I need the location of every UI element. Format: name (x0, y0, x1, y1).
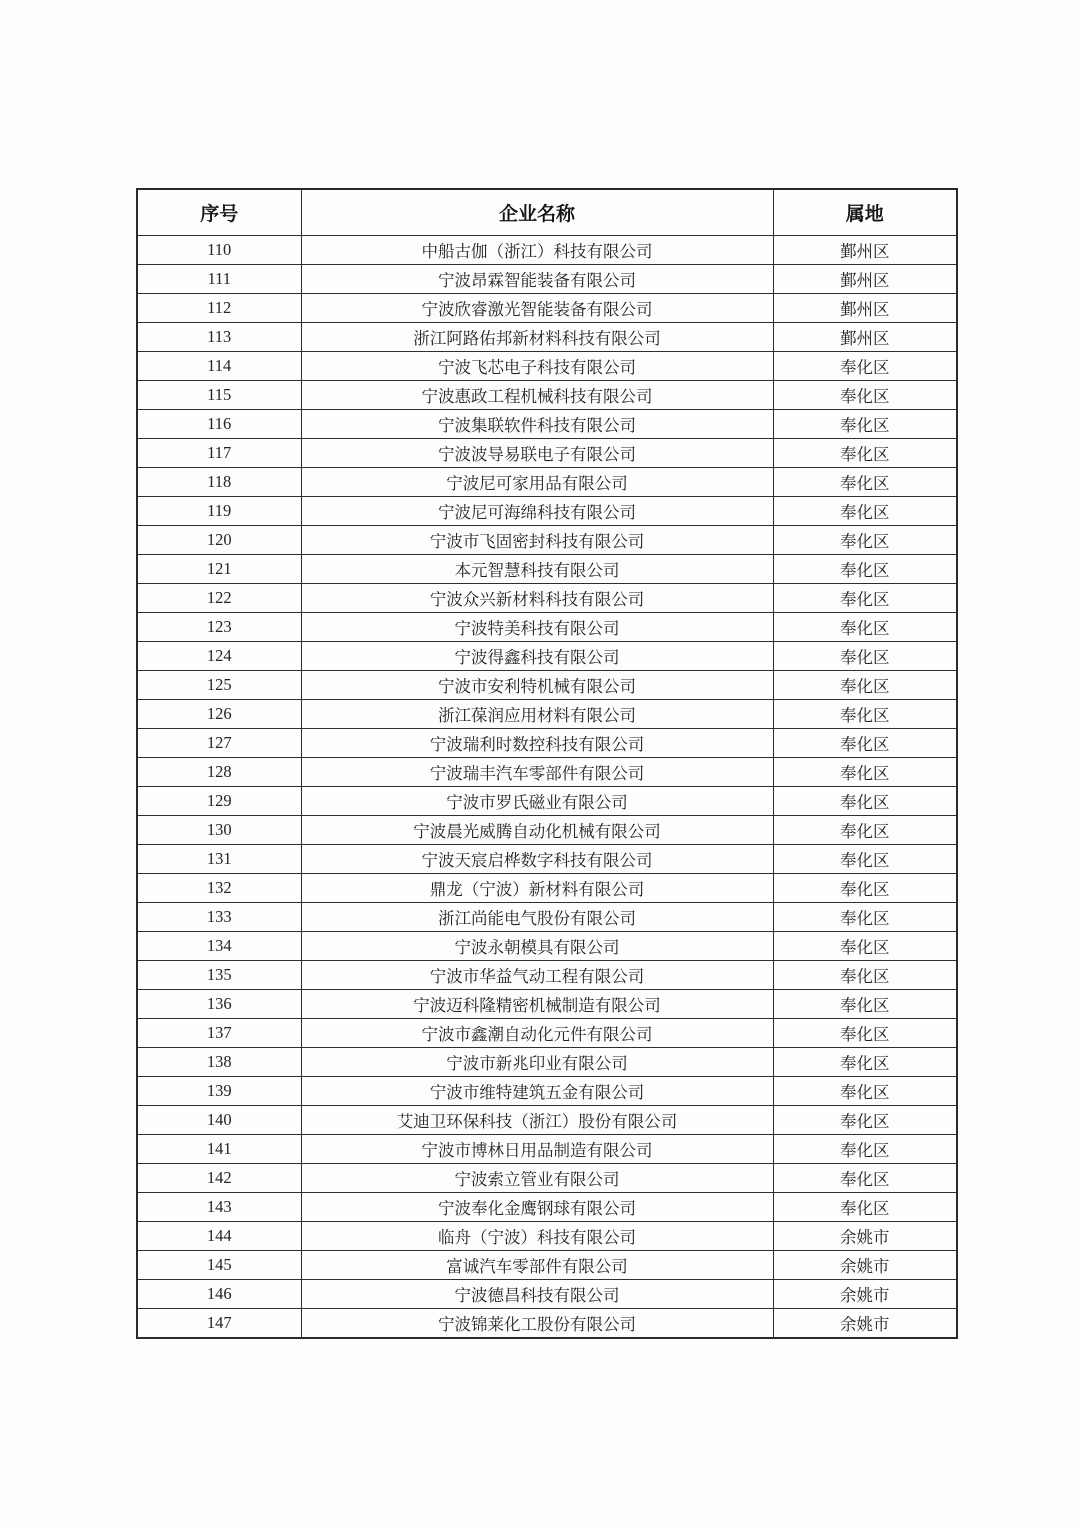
company-name-cell: 宁波天宸启桦数字科技有限公司 (301, 845, 773, 874)
table-row (137, 729, 957, 758)
serial-cell: 133 (137, 903, 301, 932)
table-row (137, 1077, 957, 1106)
serial-cell: 140 (137, 1106, 301, 1135)
serial-cell: 126 (137, 700, 301, 729)
table-row (137, 352, 957, 381)
company-table (136, 188, 958, 1339)
district-cell: 奉化区 (773, 990, 957, 1019)
serial-cell: 132 (137, 874, 301, 903)
serial-cell: 141 (137, 1135, 301, 1164)
company-name-cell: 宁波得鑫科技有限公司 (301, 642, 773, 671)
company-name-cell: 宁波德昌科技有限公司 (301, 1280, 773, 1309)
table-row (137, 497, 957, 526)
company-name-cell: 宁波飞芯电子科技有限公司 (301, 352, 773, 381)
district-cell: 奉化区 (773, 584, 957, 613)
district-cell: 奉化区 (773, 903, 957, 932)
column-header-company: 企业名称 (301, 189, 773, 236)
company-name-cell: 宁波集联软件科技有限公司 (301, 410, 773, 439)
district-cell: 奉化区 (773, 758, 957, 787)
company-name-cell: 宁波市飞固密封科技有限公司 (301, 526, 773, 555)
company-name-cell: 艾迪卫环保科技（浙江）股份有限公司 (301, 1106, 773, 1135)
table-row (137, 1309, 957, 1339)
district-cell: 奉化区 (773, 1106, 957, 1135)
district-cell: 奉化区 (773, 555, 957, 584)
serial-cell: 115 (137, 381, 301, 410)
table-row (137, 236, 957, 265)
table-row (137, 758, 957, 787)
serial-cell: 113 (137, 323, 301, 352)
table-row (137, 1164, 957, 1193)
table-row (137, 787, 957, 816)
serial-cell: 147 (137, 1309, 301, 1339)
table-row (137, 584, 957, 613)
district-cell: 奉化区 (773, 961, 957, 990)
district-cell: 鄞州区 (773, 323, 957, 352)
serial-cell: 145 (137, 1251, 301, 1280)
district-cell: 奉化区 (773, 787, 957, 816)
serial-cell: 117 (137, 439, 301, 468)
table-row (137, 265, 957, 294)
district-cell: 余姚市 (773, 1309, 957, 1339)
table-row (137, 932, 957, 961)
serial-cell: 127 (137, 729, 301, 758)
district-cell: 奉化区 (773, 642, 957, 671)
table-row (137, 700, 957, 729)
district-cell: 奉化区 (773, 381, 957, 410)
serial-cell: 120 (137, 526, 301, 555)
serial-cell: 129 (137, 787, 301, 816)
district-cell: 余姚市 (773, 1280, 957, 1309)
table-row (137, 990, 957, 1019)
district-cell: 余姚市 (773, 1251, 957, 1280)
column-header-serial: 序号 (137, 189, 301, 236)
company-name-cell: 宁波奉化金鹰钢球有限公司 (301, 1193, 773, 1222)
serial-cell: 128 (137, 758, 301, 787)
table-row (137, 439, 957, 468)
district-cell: 奉化区 (773, 816, 957, 845)
district-cell: 奉化区 (773, 1135, 957, 1164)
company-name-cell: 浙江葆润应用材料有限公司 (301, 700, 773, 729)
serial-cell: 137 (137, 1019, 301, 1048)
district-cell: 奉化区 (773, 497, 957, 526)
table-row (137, 671, 957, 700)
company-name-cell: 宁波尼可家用品有限公司 (301, 468, 773, 497)
company-name-cell: 宁波欣睿激光智能装备有限公司 (301, 294, 773, 323)
district-cell: 奉化区 (773, 613, 957, 642)
table-row (137, 294, 957, 323)
table-row (137, 1019, 957, 1048)
table-row (137, 323, 957, 352)
serial-cell: 116 (137, 410, 301, 439)
district-cell: 鄞州区 (773, 236, 957, 265)
table-row (137, 1106, 957, 1135)
table-row (137, 410, 957, 439)
district-cell: 奉化区 (773, 410, 957, 439)
serial-cell: 122 (137, 584, 301, 613)
company-name-cell: 宁波市华益气动工程有限公司 (301, 961, 773, 990)
serial-cell: 131 (137, 845, 301, 874)
company-name-cell: 宁波瑞丰汽车零部件有限公司 (301, 758, 773, 787)
company-name-cell: 中船古伽（浙江）科技有限公司 (301, 236, 773, 265)
district-cell: 奉化区 (773, 700, 957, 729)
company-name-cell: 宁波锦莱化工股份有限公司 (301, 1309, 773, 1339)
company-name-cell: 宁波市鑫潮自动化元件有限公司 (301, 1019, 773, 1048)
district-cell: 奉化区 (773, 439, 957, 468)
district-cell: 奉化区 (773, 526, 957, 555)
company-name-cell: 本元智慧科技有限公司 (301, 555, 773, 584)
serial-cell: 138 (137, 1048, 301, 1077)
company-name-cell: 富诚汽车零部件有限公司 (301, 1251, 773, 1280)
district-cell: 奉化区 (773, 671, 957, 700)
table-body (137, 236, 957, 1339)
district-cell: 鄞州区 (773, 265, 957, 294)
district-cell: 奉化区 (773, 1193, 957, 1222)
district-cell: 奉化区 (773, 729, 957, 758)
table-row (137, 555, 957, 584)
serial-cell: 146 (137, 1280, 301, 1309)
serial-cell: 125 (137, 671, 301, 700)
serial-cell: 111 (137, 265, 301, 294)
district-cell: 奉化区 (773, 1019, 957, 1048)
table-row (137, 468, 957, 497)
table-row (137, 903, 957, 932)
column-header-district: 属地 (773, 189, 957, 236)
company-name-cell: 宁波晨光威腾自动化机械有限公司 (301, 816, 773, 845)
table-row (137, 961, 957, 990)
district-cell: 奉化区 (773, 845, 957, 874)
company-name-cell: 宁波瑞利时数控科技有限公司 (301, 729, 773, 758)
table-row (137, 642, 957, 671)
district-cell: 奉化区 (773, 1164, 957, 1193)
serial-cell: 142 (137, 1164, 301, 1193)
company-name-cell: 宁波市维特建筑五金有限公司 (301, 1077, 773, 1106)
serial-cell: 136 (137, 990, 301, 1019)
company-name-cell: 浙江尚能电气股份有限公司 (301, 903, 773, 932)
table-row (137, 381, 957, 410)
serial-cell: 119 (137, 497, 301, 526)
header-row (137, 189, 957, 236)
company-name-cell: 宁波尼可海绵科技有限公司 (301, 497, 773, 526)
serial-cell: 130 (137, 816, 301, 845)
district-cell: 奉化区 (773, 468, 957, 497)
table-row (137, 874, 957, 903)
serial-cell: 112 (137, 294, 301, 323)
company-name-cell: 鼎龙（宁波）新材料有限公司 (301, 874, 773, 903)
table-row (137, 1222, 957, 1251)
district-cell: 奉化区 (773, 352, 957, 381)
district-cell: 奉化区 (773, 1048, 957, 1077)
serial-cell: 143 (137, 1193, 301, 1222)
serial-cell: 118 (137, 468, 301, 497)
table-row (137, 526, 957, 555)
company-name-cell: 宁波索立管业有限公司 (301, 1164, 773, 1193)
serial-cell: 114 (137, 352, 301, 381)
company-name-cell: 宁波惠政工程机械科技有限公司 (301, 381, 773, 410)
company-name-cell: 宁波市博林日用品制造有限公司 (301, 1135, 773, 1164)
serial-cell: 139 (137, 1077, 301, 1106)
serial-cell: 123 (137, 613, 301, 642)
company-name-cell: 宁波永朝模具有限公司 (301, 932, 773, 961)
company-name-cell: 宁波特美科技有限公司 (301, 613, 773, 642)
company-name-cell: 宁波市新兆印业有限公司 (301, 1048, 773, 1077)
table-row (137, 845, 957, 874)
company-name-cell: 宁波市罗氏磁业有限公司 (301, 787, 773, 816)
district-cell: 奉化区 (773, 874, 957, 903)
table-row (137, 613, 957, 642)
table-row (137, 1280, 957, 1309)
serial-cell: 124 (137, 642, 301, 671)
company-name-cell: 宁波昂霖智能装备有限公司 (301, 265, 773, 294)
district-cell: 余姚市 (773, 1222, 957, 1251)
table-row (137, 1135, 957, 1164)
table-row (137, 816, 957, 845)
company-name-cell: 宁波众兴新材料科技有限公司 (301, 584, 773, 613)
serial-cell: 121 (137, 555, 301, 584)
serial-cell: 144 (137, 1222, 301, 1251)
table-row (137, 1193, 957, 1222)
table-row (137, 1251, 957, 1280)
company-name-cell: 宁波市安利特机械有限公司 (301, 671, 773, 700)
district-cell: 奉化区 (773, 932, 957, 961)
district-cell: 鄞州区 (773, 294, 957, 323)
company-name-cell: 浙江阿路佑邦新材料科技有限公司 (301, 323, 773, 352)
company-name-cell: 宁波迈科隆精密机械制造有限公司 (301, 990, 773, 1019)
company-name-cell: 宁波波导易联电子有限公司 (301, 439, 773, 468)
serial-cell: 135 (137, 961, 301, 990)
table-row (137, 1048, 957, 1077)
serial-cell: 134 (137, 932, 301, 961)
serial-cell: 110 (137, 236, 301, 265)
company-name-cell: 临舟（宁波）科技有限公司 (301, 1222, 773, 1251)
district-cell: 奉化区 (773, 1077, 957, 1106)
